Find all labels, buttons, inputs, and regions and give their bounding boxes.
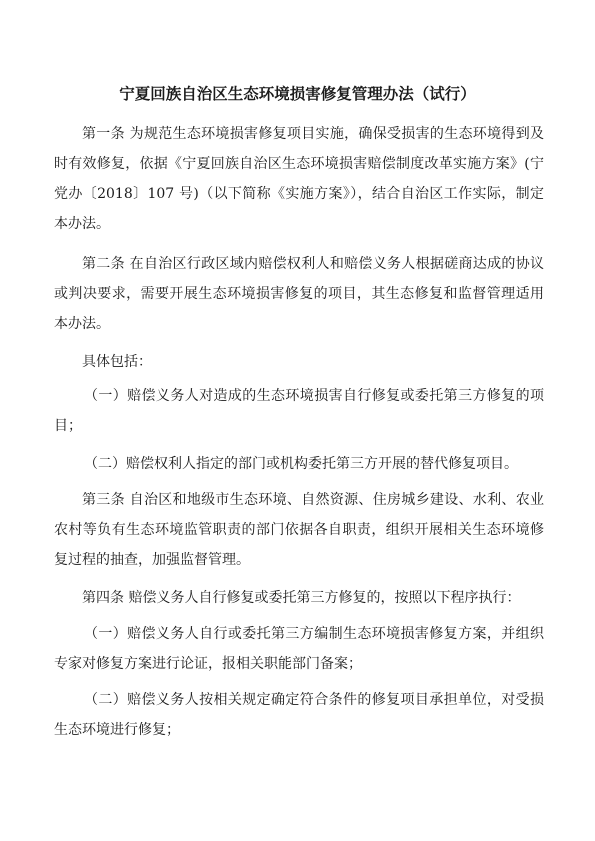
article-1-line-1: 第一条 为规范生态环境损害修复项目实施，确保受损害的生态环境得到及	[82, 126, 544, 142]
step-1-line-2: 专家对修复方案进行论证，报相关职能部门备案；	[54, 656, 362, 672]
article-1-line-3: 党办〔2018〕107 号)（以下简称《实施方案》），结合自治区工作实际，制定	[54, 186, 544, 202]
article-4-line-1: 第四条 赔偿义务人自行修复或委托第三方修复的，按照以下程序执行：	[82, 590, 521, 606]
article-3-line-1: 第三条 自治区和地级市生态环境、自然资源、住房城乡建设、水利、农业	[82, 492, 544, 508]
article-3-line-2: 农村等负有生态环境监管职责的部门依据各自职责，组织开展相关生态环境修	[54, 522, 544, 538]
item-1-line-2: 目；	[54, 418, 82, 434]
document-title: 宁夏回族自治区生态环境损害修复管理办法（试行）	[119, 85, 476, 103]
article-2-line-3: 本办法。	[54, 316, 110, 332]
article-1-line-4: 本办法。	[54, 216, 110, 232]
step-2-line-2: 生态环境进行修复；	[54, 722, 180, 738]
specifics-heading: 具体包括：	[82, 354, 152, 370]
step-1-line-1: （一）赔偿义务人自行或委托第三方编制生态环境损害修复方案，并组织	[84, 626, 544, 642]
article-2-line-1: 第二条 在自治区行政区域内赔偿权利人和赔偿义务人根据磋商达成的协议	[82, 256, 544, 272]
article-3-line-3: 复过程的抽查，加强监督管理。	[54, 552, 250, 568]
article-2-line-2: 或判决要求，需要开展生态环境损害修复的项目，其生态修复和监督管理适用	[54, 286, 544, 302]
step-2-line-1: （二）赔偿义务人按相关规定确定符合条件的修复项目承担单位，对受损	[84, 692, 544, 708]
item-2-line-1: （二）赔偿权利人指定的部门或机构委托第三方开展的替代修复项目。	[84, 456, 518, 472]
item-1-line-1: （一）赔偿义务人对造成的生态环境损害自行修复或委托第三方修复的项	[84, 388, 544, 404]
article-1-line-2: 时有效修复，依据《宁夏回族自治区生态环境损害赔偿制度改革实施方案》(宁	[54, 156, 544, 172]
